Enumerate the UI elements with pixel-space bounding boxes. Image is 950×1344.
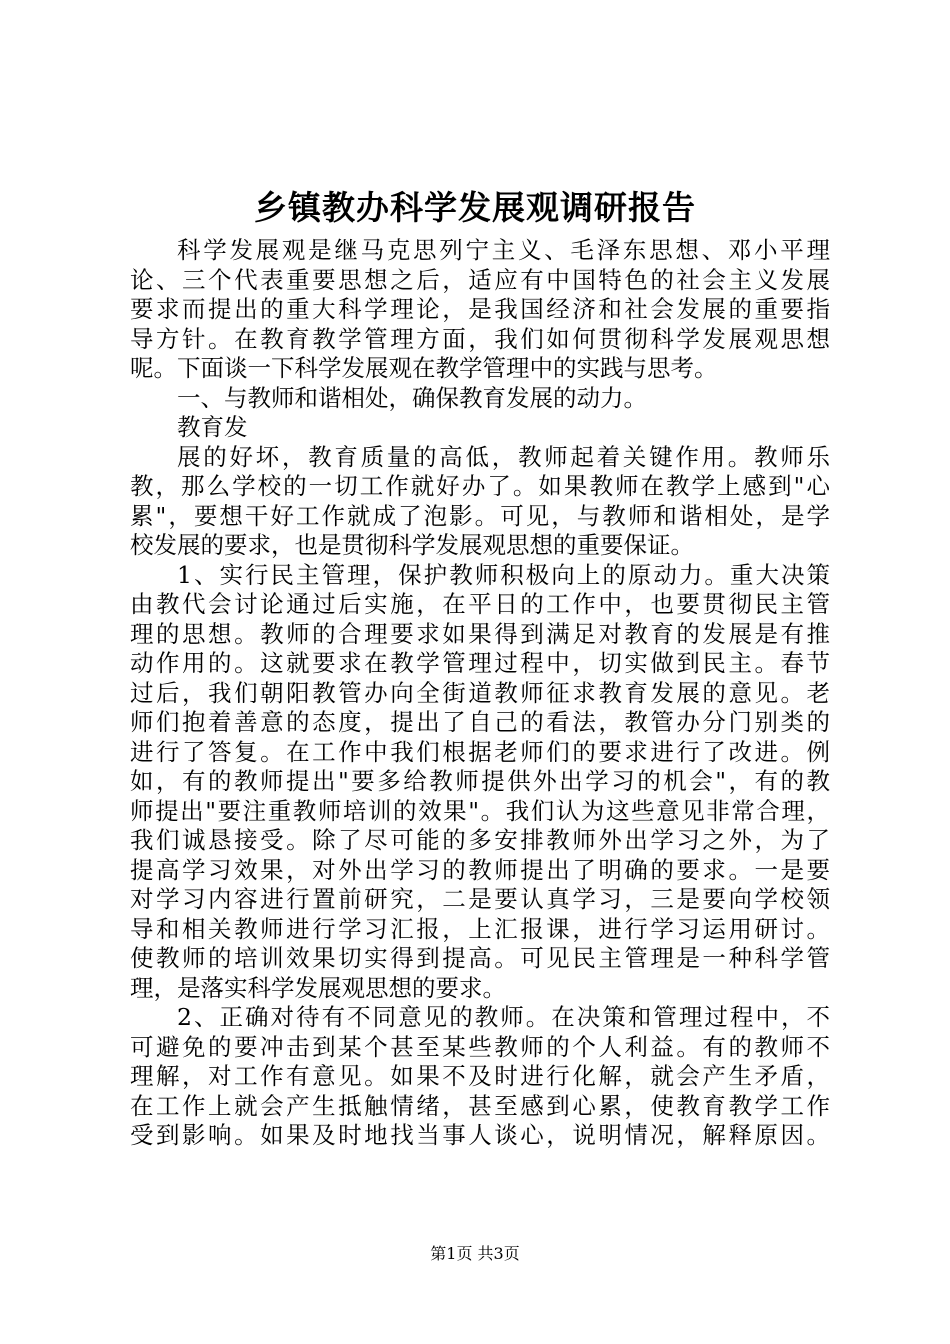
text-line: 师提出"要注重教师培训的效果"。我们认为这些意见非常合理，	[130, 796, 830, 825]
text-line: 理的思想。教师的合理要求如果得到满足对教育的发展是有推	[130, 619, 830, 648]
text-line: 可避免的要冲击到某个甚至某些教师的个人利益。有的教师不	[130, 1032, 830, 1061]
text-line: 教，那么学校的一切工作就好办了。如果教师在教学上感到"心	[130, 472, 830, 500]
document-body	[130, 236, 830, 1151]
text-line: 提高学习效果，对外出学习的教师提出了明确的要求。一是要	[130, 855, 830, 884]
text-line: 理解，对工作有意见。如果不及时进行化解，就会产生矛盾，	[130, 1062, 830, 1090]
text-line: 1、实行民主管理，保护教师积极向上的原动力。重大决策	[177, 560, 830, 589]
text-line: 师们抱着善意的态度，提出了自己的看法，教管办分门别类的	[130, 708, 830, 736]
page-footer: 第1页 共3页	[430, 1244, 520, 1263]
text-line: 如，有的教师提出"要多给教师提供外出学习的机会"，有的教	[130, 767, 830, 795]
text-line: 导方针。在教育教学管理方面，我们如何贯彻科学发展观思想	[130, 324, 830, 353]
text-line: 2、正确对待有不同意见的教师。在决策和管理过程中，不	[177, 1003, 830, 1031]
text-line: 受到影响。如果及时地找当事人谈心，说明情况，解释原因。	[130, 1121, 830, 1149]
text-line: 理，是落实科学发展观思想的要求。	[130, 973, 506, 1002]
text-line: 一、与教师和谐相处，确保教育发展的动力。	[177, 383, 647, 412]
text-line: 由教代会讨论通过后实施，在平日的工作中，也要贯彻民主管	[130, 590, 830, 618]
text-line: 要求而提出的重大科学理论，是我国经济和社会发展的重要指	[130, 295, 830, 323]
text-line: 对学习内容进行置前研究，二是要认真学习，三是要向学校领	[130, 885, 830, 913]
text-line: 我们诚恳接受。除了尽可能的多安排教师外出学习之外，为了	[130, 826, 830, 854]
text-line: 使教师的培训效果切实得到提高。可见民主管理是一种科学管	[130, 944, 830, 972]
text-line: 校发展的要求，也是贯彻科学发展观思想的重要保证。	[130, 531, 694, 559]
text-line: 动作用的。这就要求在教学管理过程中，切实做到民主。春节	[130, 649, 830, 677]
text-line: 过后，我们朝阳教管办向全街道教师征求教育发展的意见。老	[130, 678, 830, 707]
text-line: 教育发	[177, 413, 248, 441]
document-title: 乡镇教办科学发展观调研报告	[254, 188, 696, 227]
text-line: 累"，要想干好工作就成了泡影。可见，与教师和谐相处，是学	[130, 501, 830, 530]
text-line: 科学发展观是继马克思列宁主义、毛泽东思想、邓小平理	[177, 236, 830, 264]
text-line: 导和相关教师进行学习汇报，上汇报课，进行学习运用研讨。	[130, 914, 830, 943]
text-line: 呢。下面谈一下科学发展观在教学管理中的实践与思考。	[130, 354, 718, 382]
text-line: 进行了答复。在工作中我们根据老师们的要求进行了改进。例	[130, 737, 830, 766]
text-line: 论、三个代表重要思想之后，适应有中国特色的社会主义发展	[130, 265, 830, 294]
text-line: 在工作上就会产生抵触情绪，甚至感到心累，使教育教学工作	[130, 1091, 830, 1120]
text-line: 展的好坏，教育质量的高低，教师起着关键作用。教师乐	[177, 442, 830, 471]
